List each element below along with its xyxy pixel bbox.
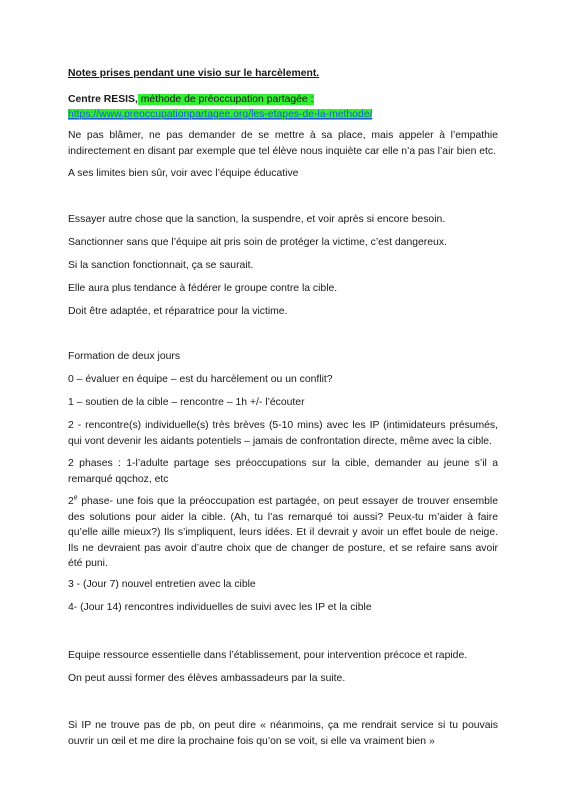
paragraph: 0 – évaluer en équipe – est du harcèlement ou un conflit? <box>68 374 333 385</box>
paragraph: Ne pas blâmer, ne pas demander de se mettre à sa place, mais appeler à l’empathie indirectement en disant par exemple que tel élève nous inquiète car elle n’a pas l’air bien etc. <box>68 130 498 157</box>
paragraph: 2 phases : 1-l’adulte partage ses préoccupations sur la cible, demander au jeune s’il a remarqué qqchoz, etc <box>68 458 498 485</box>
method-highlight: méthode de préoccupation partagée : <box>137 94 314 105</box>
header-line <box>68 92 498 108</box>
paragraph: 1 – soutien de la cible – rencontre – 1h +/- l’écouter <box>68 397 305 408</box>
paragraph: Doit être adaptée, et réparatrice pour la victime. <box>68 306 288 317</box>
paragraph: Sanctionner sans que l’équipe ait pris soin de protéger la victime, c’est dangereux. <box>68 237 447 248</box>
org-name: Centre RESIS, <box>68 94 138 105</box>
paragraph: A ses limites bien sûr, voir avec l’équipe éducative <box>68 168 299 179</box>
phase-number: 2 <box>68 496 74 507</box>
document-title: Notes prises pendant une visio sur le harcèlement. <box>68 68 320 79</box>
phase-superscript: e <box>73 494 78 502</box>
paragraph: Si la sanction fonctionnait, ça se saurait. <box>68 260 254 271</box>
paragraph: 3 - (Jour 7) nouvel entretien avec la cible <box>68 579 256 590</box>
paragraph: On peut aussi former des élèves ambassadeurs par la suite. <box>68 673 346 684</box>
paragraph: 4- (Jour 14) rencontres individuelles de suivi avec les IP et la cible <box>68 602 372 613</box>
paragraph: 2 - rencontre(s) individuelle(s) très brèves (5-10 mins) avec les IP (intimidateurs présumés, qui vont devenir les aidants potentiels – jamais de confrontation directe, même avec la cible. <box>68 420 498 447</box>
paragraph <box>68 494 498 572</box>
url-line <box>68 107 498 123</box>
paragraph: Equipe ressource essentielle dans l’établissement, pour intervention précoce et rapide. <box>68 650 468 661</box>
paragraph: Formation de deux jours <box>68 351 181 362</box>
phase-text: phase- une fois que la préoccupation est partagée, on peut essayer de trouver ensemble des solutions pour aider la cible. (Ah, tu l’as remarqué toi aussi? Peux-tu m’aider à faire qu’elle aille mieux?) Ils s’impliquent, leurs idées. Et il devrait y avoir un effet boule de neige. Ils ne devraient pas avoir d’autre choix que de changer de posture, et se refaire sans avoir été puni. <box>68 496 498 570</box>
paragraph: Essayer autre chose que la sanction, la suspendre, et voir après si encore besoin. <box>68 214 446 225</box>
method-link[interactable]: https://www.preoccupationpartagee.org/les-etapes-de-la-methode/ <box>68 109 373 120</box>
paragraph: Elle aura plus tendance à fédérer le groupe contre la cible. <box>68 283 338 294</box>
paragraph: Si IP ne trouve pas de pb, on peut dire « néanmoins, ça me rendrait service si tu pouvais ouvrir un œil et me dire la prochaine fois qu’on se voit, si elle va vraiment bien » <box>68 720 498 747</box>
